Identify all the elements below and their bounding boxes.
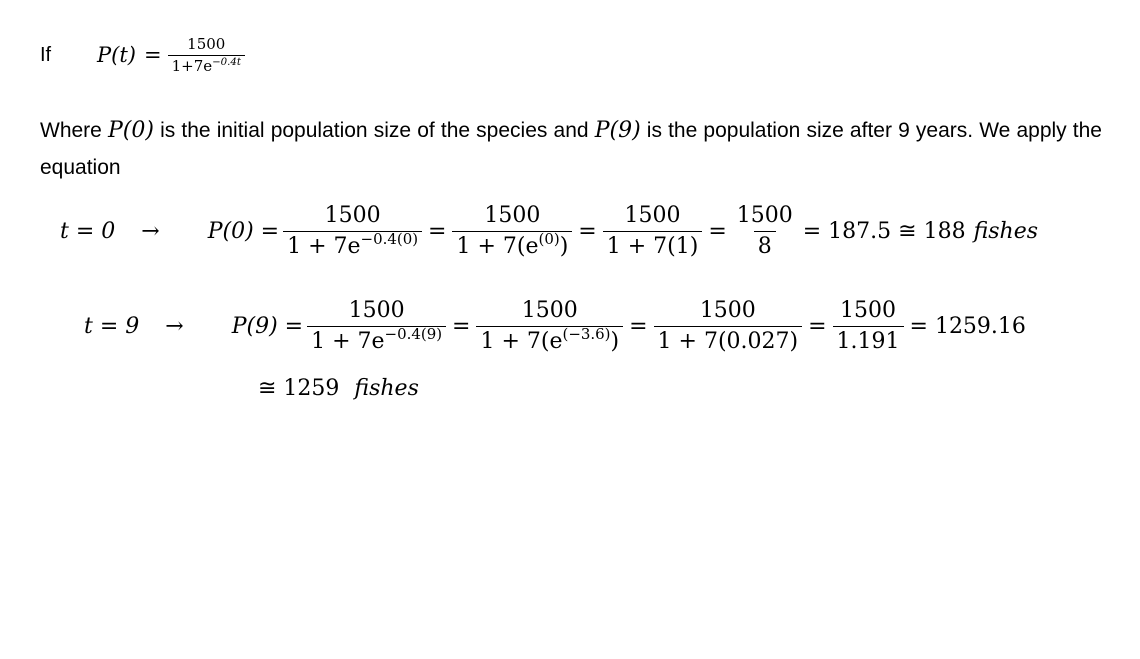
t9-equals-1: = [452, 314, 471, 340]
t9-fraction-3 [654, 299, 803, 354]
t9-f2-den-pre: 1 + 7(e [480, 329, 563, 355]
paragraph-text-1: Where [40, 119, 108, 142]
formula-fraction [168, 36, 245, 74]
t9-equals-2: = [629, 314, 648, 340]
formula-numerator: 1500 [187, 35, 226, 53]
if-word: If [40, 43, 52, 66]
t0-fraction-1 [283, 204, 422, 259]
formula-equals: = [143, 43, 162, 67]
t9-arrow: → [165, 314, 184, 340]
t9-approximation [258, 376, 419, 401]
t9-fraction-2 [476, 299, 623, 354]
t0-equals-3: = [708, 219, 727, 245]
t0-f4-denominator: 8 [754, 231, 776, 259]
denominator-base: 1+7e [171, 56, 213, 75]
t0-f2-den-post: ) [559, 234, 569, 260]
t9-f3-numerator: 1500 [699, 298, 756, 323]
t0-condition: t = 0 [60, 219, 116, 245]
formula-lhs: P(t) [97, 43, 136, 67]
t0-f2-numerator: 1500 [484, 203, 541, 228]
t0-f2-denominator [452, 231, 572, 259]
t0-arrow: → [141, 219, 160, 245]
t9-f3-denominator: 1 + 7(0.027) [654, 326, 803, 354]
t9-fraction-1 [307, 299, 446, 354]
paragraph-text-3: is the population size after 9 years. We apply the equation [40, 119, 1102, 179]
t9-f4-numerator: 1500 [840, 298, 897, 323]
t9-lhs: P(9) = [231, 314, 304, 340]
t9-unit: fishes [354, 376, 419, 401]
t0-f3-denominator: 1 + 7(1) [603, 231, 703, 259]
explanation-paragraph [40, 112, 1102, 186]
t0-f4-numerator: 1500 [736, 203, 793, 228]
t9-f1-den-exp: −0.4(9) [384, 325, 443, 344]
t9-f2-numerator: 1500 [521, 298, 578, 323]
t0-equals-2: = [578, 219, 597, 245]
t9-condition: t = 9 [84, 314, 140, 340]
t9-result: = 1259.16 [909, 314, 1026, 340]
t9-approx-value: ≅ 1259 [258, 376, 340, 401]
paragraph-p0: P(0) [107, 118, 154, 143]
t0-f1-den-exp: −0.4(0) [360, 230, 419, 249]
t0-fraction-2 [452, 204, 572, 259]
t9-f4-denominator: 1.191 [833, 326, 904, 354]
t0-f2-den-pre: 1 + 7(e [456, 234, 539, 260]
formula-denominator [168, 55, 245, 75]
t0-fraction-3 [603, 204, 703, 259]
denominator-exponent: −0.4t [212, 56, 241, 68]
t9-f1-den-base: 1 + 7e [311, 329, 385, 355]
t0-equals-1: = [428, 219, 447, 245]
t9-f1-numerator: 1500 [348, 298, 405, 323]
t0-f2-den-exp: (0) [538, 230, 560, 249]
t0-f1-den-base: 1 + 7e [287, 234, 361, 260]
t9-f1-denominator [307, 326, 446, 354]
t0-lhs: P(0) = [207, 219, 280, 245]
t0-result: = 187.5 ≅ 188 [802, 219, 966, 245]
intro-formula [40, 36, 245, 74]
t0-fraction-4 [733, 204, 797, 259]
t0-f1-numerator: 1500 [324, 203, 381, 228]
paragraph-p9: P(9) [594, 118, 641, 143]
t9-f2-den-post: ) [610, 329, 620, 355]
t0-f1-denominator [283, 231, 422, 259]
t9-fraction-4 [833, 299, 904, 354]
t9-equals-3: = [808, 314, 827, 340]
t9-f2-den-exp: (−3.6) [562, 325, 611, 344]
equation-row-t0 [60, 204, 1038, 259]
t9-f2-denominator [476, 326, 623, 354]
t0-unit: fishes [973, 219, 1039, 245]
paragraph-text-2: is the initial population size of the species and [153, 119, 595, 142]
equation-row-t9 [84, 299, 1026, 354]
t0-f3-numerator: 1500 [624, 203, 681, 228]
